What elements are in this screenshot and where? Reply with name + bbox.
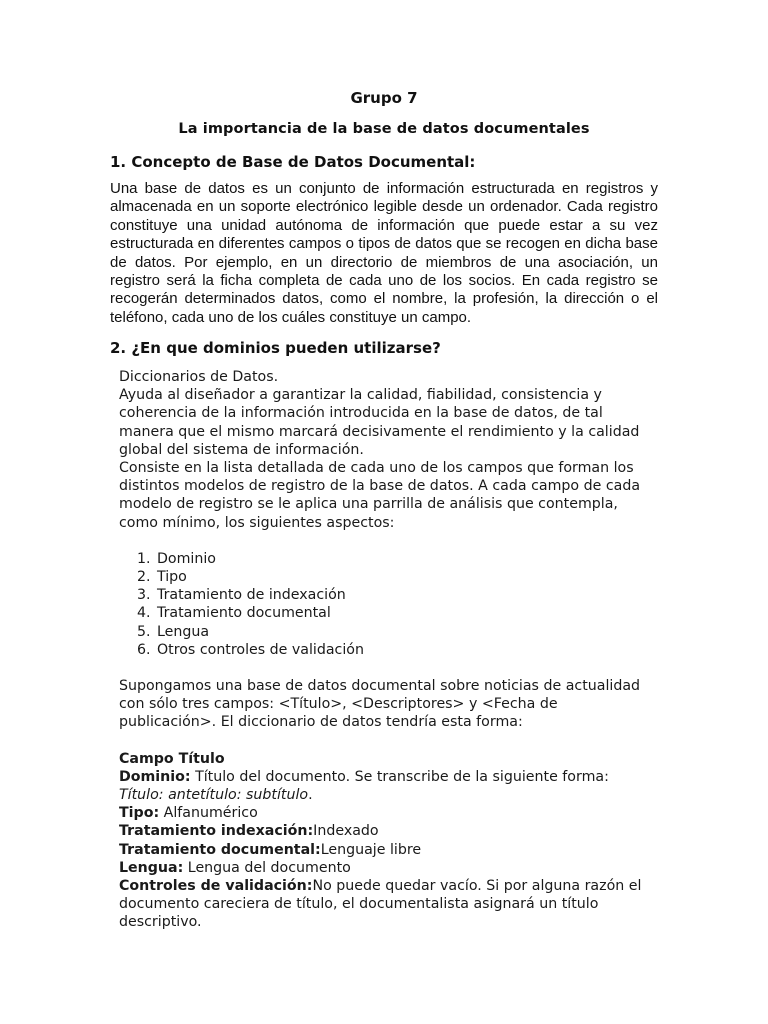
dominio-end: . — [308, 787, 313, 804]
dominio-text: Título del documento. Se transcribe de la siguiente forma: — [190, 768, 609, 785]
documental-label: Tratamiento documental: — [119, 841, 321, 858]
section1-heading: 1. Concepto de Base de Datos Documental: — [110, 153, 476, 171]
dominio-label: Dominio: — [119, 768, 191, 785]
field-documental — [119, 841, 649, 859]
indexacion-label: Tratamiento indexación: — [119, 823, 314, 840]
controles-label: Controles de validación: — [119, 878, 313, 895]
section2-body — [119, 368, 649, 932]
controles-text: No puede quedar vacío. Si por alguna razón el documento careciera de título, el documentalista asignará un título descriptivo. — [119, 878, 642, 931]
aspect-item: 4. Tratamiento documental — [155, 604, 649, 622]
section1-paragraph: Una base de datos es un conjunto de información estructurada en registros y almacenada en un soporte electrónico legible desde un ordenador. Cada registro constituye una unidad autónoma de información que puede estar a su vez estructurada en diferentes campos o tipos de datos que se recogen en dicha base de datos. Por ejemplo, en un directorio de miembros de una asociación, un registro será la ficha completa de cada uno de los socios. En cada registro se recogerán determinados datos, como el nombre, la profesión, la dirección o el teléfono, cada uno de los cuáles constituye un campo. — [110, 180, 658, 326]
tipo-label: Tipo: — [119, 805, 160, 822]
field-dominio — [119, 768, 649, 804]
dictionary-title: Diccionarios de Datos. — [119, 369, 279, 385]
aspect-item: 2. Tipo — [155, 568, 649, 586]
aspect-item: 6. Otros controles de validación — [155, 641, 649, 659]
group-title: Grupo 7 — [350, 89, 418, 107]
dictionary-paragraph-2: Consiste en la lista detallada de cada uno de los campos que forman los distintos modelos de registro de la base de datos. A cada campo de cada modelo de registro se le aplica una parrilla de análisis que contempla, como mínimo, los siguientes aspectos: — [119, 460, 641, 531]
dictionary-paragraph-1: Ayuda al diseñador a garantizar la calidad, fiabilidad, consistencia y coherencia de la información introducida en la base de datos, de tal manera que el mismo marcará decisivamente el rendimiento y la calidad global del sistema de información. — [119, 387, 640, 458]
field-lengua — [119, 859, 649, 877]
aspect-item: 5. Lengua — [155, 623, 649, 641]
field-tipo — [119, 804, 649, 822]
field-controles — [119, 877, 649, 932]
field-title: Campo Título — [119, 750, 225, 767]
lengua-text: Lengua del documento — [183, 859, 351, 876]
section2-heading: 2. ¿En que dominios pueden utilizarse? — [110, 339, 441, 357]
indexacion-text: Indexado — [313, 823, 379, 840]
dominio-form: Título: antetítulo: subtítulo — [119, 787, 309, 804]
tipo-text: Alfanumérico — [159, 805, 258, 822]
documental-text: Lenguaje libre — [320, 841, 422, 858]
aspect-item: 3. Tratamiento de indexación — [155, 586, 649, 604]
aspect-item: 1. Dominio — [155, 550, 649, 568]
example-paragraph: Supongamos una base de datos documental sobre noticias de actualidad con sólo tres campos: <Título>, <Descriptores> y <Fecha de publicación>. El diccionario de datos tendría esta forma: — [119, 678, 641, 731]
document-title: La importancia de la base de datos documentales — [178, 121, 590, 137]
aspects-list — [119, 550, 649, 659]
field-indexacion — [119, 822, 649, 840]
lengua-label: Lengua: — [119, 859, 184, 876]
